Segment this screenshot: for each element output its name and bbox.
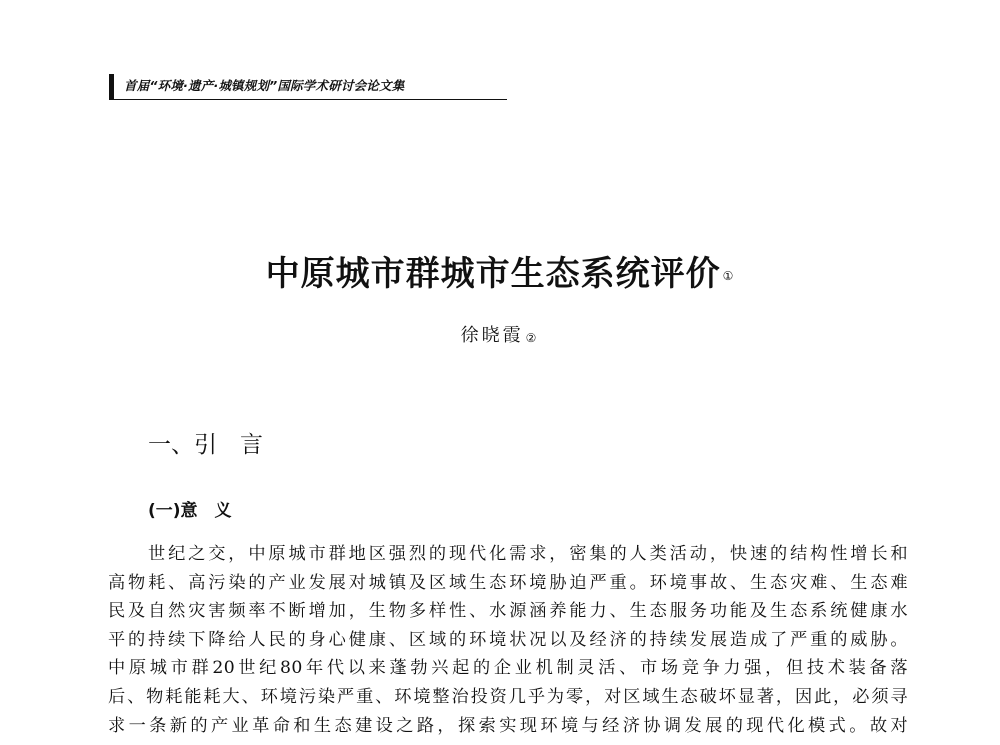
body-line: 平的持续下降给人民的身心健康、区域的环境状况以及经济的持续发展造成了严重的威胁。	[108, 629, 908, 650]
author	[0, 322, 1000, 350]
subsection-heading: (一)意 义	[148, 501, 232, 521]
author-name: 徐晓霞	[460, 325, 524, 346]
running-header: 首届“环境·遗产·城镇规划”国际学术研讨会论文集	[109, 74, 507, 100]
body-paragraph	[108, 540, 908, 740]
paper-title	[0, 252, 1000, 296]
body-line: 中原城市群20世纪80年代以来蓬勃兴起的企业机制灵活、市场竞争力强，但技术装备落	[108, 658, 908, 679]
body-line: 世纪之交，中原城市群地区强烈的现代化需求，密集的人类活动，快速的结构性增长和	[148, 544, 908, 564]
body-line: 高物耗、高污染的产业发展对城镇及区域生态环境胁迫严重。环境事故、生态灾难、生态难	[108, 572, 908, 593]
body-line: 求一条新的产业革命和生态建设之路，探索实现环境与经济协调发展的现代化模式。故对	[108, 715, 908, 736]
body-line: 民及自然灾害频率不断增加，生物多样性、水源涵养能力、生态服务功能及生态系统健康水	[108, 601, 908, 622]
title-text: 中原城市群城市生态系统评价	[265, 254, 721, 294]
section-heading: 一、引 言	[148, 432, 263, 458]
body-line: 后、物耗能耗大、环境污染严重、环境整治投资几乎为零，对区域生态破坏显著，因此，必须寻	[108, 686, 908, 707]
author-footnote-marker: ②	[525, 331, 540, 345]
title-footnote-marker: ①	[722, 269, 735, 283]
